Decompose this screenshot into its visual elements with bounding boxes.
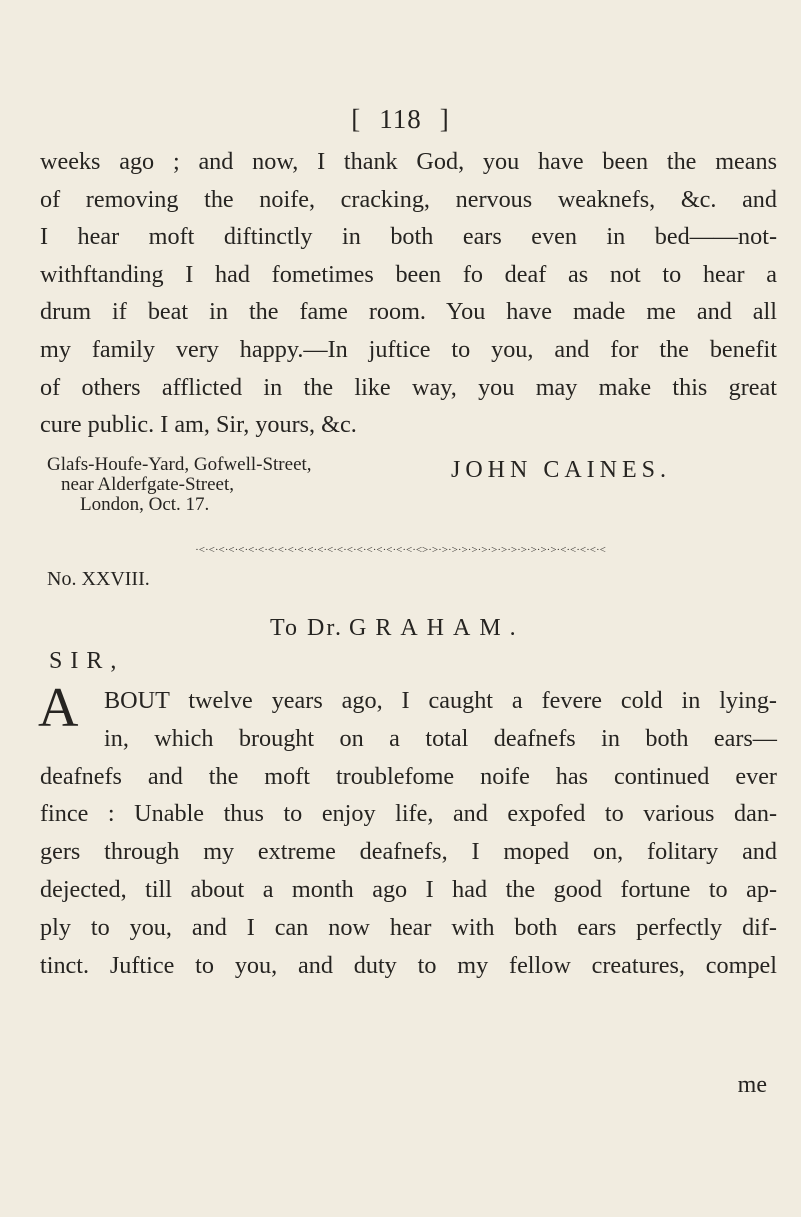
address-line: Glafs-Houfe-Yard, Gofwell-Street, — [47, 454, 312, 475]
addressee-heading — [270, 615, 525, 642]
letter-number: No. XXVIII. — [47, 568, 150, 590]
text-line: gers through my extreme deafnefs, I moped on, folitary and — [40, 838, 777, 866]
drop-cap: A — [38, 677, 79, 739]
text-line: deafnefs and the moft troublefome noife has continued ever — [40, 762, 777, 790]
signature: JOHN CAINES. — [451, 457, 672, 483]
text-line: dejected, till about a month ago I had the good fortune to ap- — [40, 875, 777, 903]
address-line: near Alderfgate-Street, — [61, 474, 235, 495]
sender-address — [47, 455, 312, 515]
page-number-header — [0, 104, 801, 135]
addressee-name: GRAHAM. — [348, 615, 525, 641]
salutation: SIR, — [49, 648, 125, 674]
text-line: withftanding I had fometimes been fo deaf as not to hear a — [40, 260, 777, 288]
text-line: of removing the noife, cracking, nervous weaknefs, &c. and — [40, 185, 777, 213]
bracket-open: [ — [351, 104, 362, 134]
text-line: weeks ago ; and now, I thank God, you have been the means — [40, 148, 777, 175]
letter-1-body — [40, 143, 777, 444]
text-line: ply to you, and I can now hear with both ears perfectly dif- — [40, 913, 777, 941]
ornamental-divider: ·<·<·<·<·<·<·<·<·<·<·<·<·<·<·<·<·<·<·<·<·<·<·<>·>·>·>·>·>·>·>·>·>·>·>·>·>·<·<·<·<·< — [195, 544, 606, 556]
text-line: BOUT twelve years ago, I caught a fevere cold in lying- — [104, 687, 777, 714]
text-line: of others afflicted in the like way, you may make this great — [40, 373, 777, 401]
page-number: 118 — [379, 104, 422, 134]
letter-2-body — [38, 677, 777, 984]
address-line: London, Oct. 17. — [80, 494, 210, 515]
text-line: tinct. Juftice to you, and duty to my fellow creatures, compel — [40, 951, 777, 979]
text-line: I hear moft diftinctly in both ears even in bed——not- — [40, 223, 777, 251]
text-line: my family very happy.—In juftice to you, and for the benefit — [40, 335, 777, 363]
addressee-prefix: To Dr. — [270, 615, 343, 641]
catchword: me — [737, 1072, 767, 1098]
text-line: drum if beat in the fame room. You have made me and all — [40, 298, 777, 326]
text-line: in, which brought on a total deafnefs in both ears— — [104, 724, 777, 752]
text-line: fince : Unable thus to enjoy life, and expofed to various dan- — [40, 800, 777, 828]
bracket-close: ] — [439, 104, 450, 134]
text-line: cure public. I am, Sir, yours, &c. — [40, 411, 357, 439]
